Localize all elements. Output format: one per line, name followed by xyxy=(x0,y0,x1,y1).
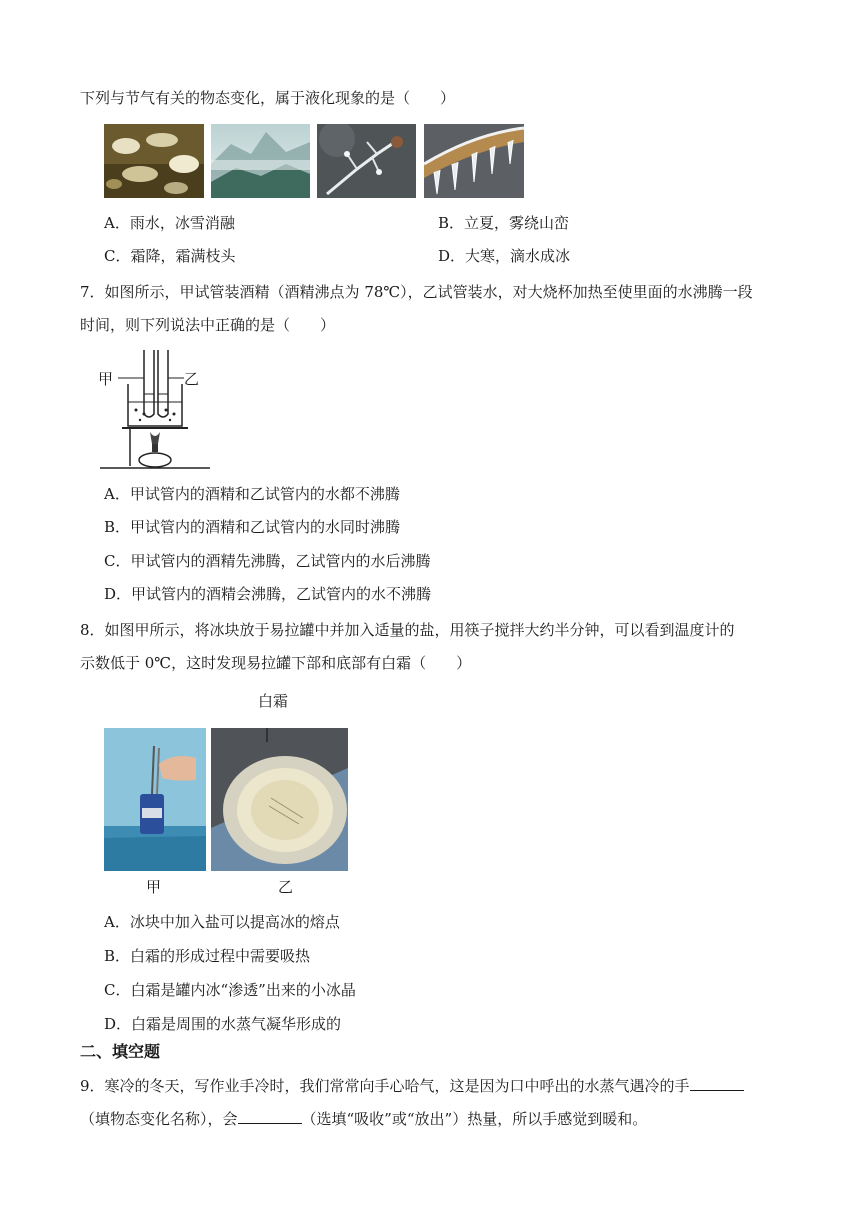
q9-text-part1: 9．寒冷的冬天，写作业手冷时，我们常常向手心哈气，这是因为口中呼出的水蒸气遇冷的手 xyxy=(80,1077,690,1095)
q7-stem-line1: 7．如图所示，甲试管装酒精（酒精沸点为 78℃），乙试管装水，对大烧杯加热至使里面的水沸腾一段 xyxy=(80,283,753,301)
q9-line1 xyxy=(80,1074,744,1096)
photo-melting-ice xyxy=(104,124,204,198)
photo-frost-branch xyxy=(317,124,416,198)
q8-stem-line1: 8．如图甲所示，将冰块放于易拉罐中并加入适量的盐，用筷子搅拌大约半分钟，可以看到温度计的 xyxy=(80,621,735,639)
q9-line2 xyxy=(80,1107,647,1129)
q6-option-c[interactable]: C．霜降，霜满枝头 xyxy=(104,247,236,265)
q7-option-b[interactable]: B．甲试管内的酒精和乙试管内的水同时沸腾 xyxy=(104,518,401,536)
q8-label-jia: 甲 xyxy=(146,878,162,896)
q8-option-c[interactable]: C．白霜是罐内冰“渗透”出来的小冰晶 xyxy=(104,981,356,999)
photo-fog-mountains xyxy=(211,124,310,198)
q7-option-c[interactable]: C．甲试管内的酒精先沸腾，乙试管内的水后沸腾 xyxy=(104,552,431,570)
q7-option-a[interactable]: A．甲试管内的酒精和乙试管内的水都不沸腾 xyxy=(104,485,400,503)
q9-blank-2[interactable] xyxy=(238,1107,302,1124)
photo-icicles xyxy=(424,124,524,198)
q8-option-a[interactable]: A．冰块中加入盐可以提高冰的熔点 xyxy=(104,913,340,931)
q7-stem-line2: 时间，则下列说法中正确的是（ ） xyxy=(80,316,336,334)
q9-text-part3: （选填“吸收”或“放出”）热量，所以手感觉到暖和。 xyxy=(301,1110,648,1128)
q6-option-b[interactable]: B．立夏，雾绕山峦 xyxy=(438,214,570,232)
boiling-apparatus-diagram xyxy=(100,344,210,472)
q8-option-b[interactable]: B．白霜的形成过程中需要吸热 xyxy=(104,947,311,965)
q9-blank-1[interactable] xyxy=(690,1074,744,1091)
q9-text-part2: （填物态变化名称），会 xyxy=(80,1110,238,1128)
q7-label-jia: 甲 xyxy=(98,370,114,388)
q6-stem: 下列与节气有关的物态变化，属于液化现象的是（ ） xyxy=(80,89,456,107)
q8-label-yi: 乙 xyxy=(278,878,294,896)
q7-option-d[interactable]: D．甲试管内的酒精会沸腾，乙试管内的水不沸腾 xyxy=(104,585,432,603)
q8-label-frost: 白霜 xyxy=(258,692,289,710)
q8-option-d[interactable]: D．白霜是周围的水蒸气凝华形成的 xyxy=(104,1015,342,1033)
section-title-fill-in: 二、填空题 xyxy=(80,1042,161,1061)
q6-option-d[interactable]: D．大寒，滴水成冰 xyxy=(438,247,571,265)
q6-option-a[interactable]: A．雨水，冰雪消融 xyxy=(104,214,235,232)
photo-can-stirring xyxy=(104,728,206,871)
q8-stem-line2: 示数低于 0℃，这时发现易拉罐下部和底部有白霜（ ） xyxy=(80,654,472,672)
q7-label-yi: 乙 xyxy=(184,370,200,388)
photo-can-bottom-frost xyxy=(211,728,348,871)
